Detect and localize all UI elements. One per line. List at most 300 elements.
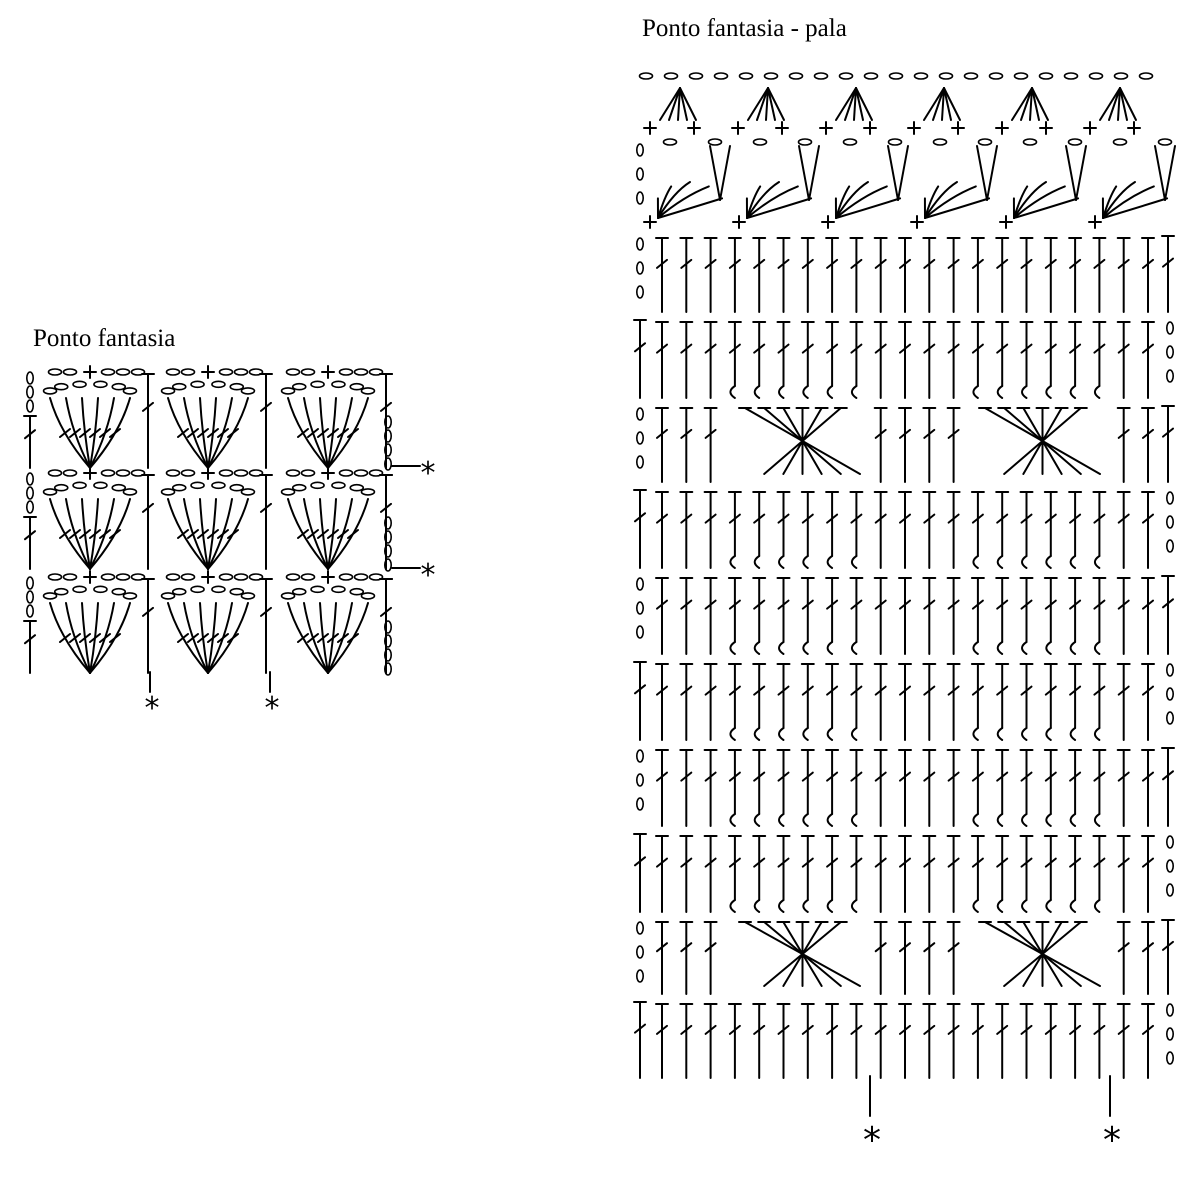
chain-stitch [915, 73, 928, 79]
stitch-tick [348, 530, 358, 538]
double-crochet [1142, 322, 1154, 398]
chain-stitch [102, 574, 115, 580]
chain-stitch [637, 946, 643, 958]
double-crochet [24, 621, 36, 673]
chain-stitch [1167, 540, 1173, 552]
double-crochet [24, 517, 36, 569]
double-crochet [875, 578, 887, 654]
post-stitch [729, 836, 741, 912]
double-crochet [656, 322, 668, 398]
fan-stitch [925, 198, 989, 218]
chain-stitch [799, 139, 812, 145]
post-stitch [850, 836, 862, 912]
chain-stitch [1167, 836, 1173, 848]
double-crochet [656, 664, 668, 740]
double-crochet [1162, 920, 1174, 994]
chain-stitch [690, 73, 703, 79]
chain-stitch [637, 922, 643, 934]
post-stitch [778, 322, 790, 398]
chain-stitch [27, 372, 33, 384]
double-crochet [260, 579, 272, 673]
double-crochet [1142, 664, 1154, 740]
chain-stitch [1167, 322, 1173, 334]
chain-stitch [889, 139, 902, 145]
post-stitch [802, 836, 814, 912]
double-crochet [753, 238, 765, 312]
double-crochet [634, 490, 646, 568]
chain-stitch [361, 388, 374, 394]
post-stitch [729, 578, 741, 654]
chain-stitch [355, 369, 368, 375]
double-crochet [753, 1004, 765, 1078]
post-stitch [1093, 664, 1105, 740]
post-stitch [826, 322, 838, 398]
chain-stitch [340, 574, 353, 580]
chain-stitch [123, 593, 136, 599]
double-crochet [656, 578, 668, 654]
stitch-tick [228, 429, 238, 437]
post-stitch [972, 750, 984, 826]
chain-stitch [332, 586, 345, 592]
chain-stitch [212, 586, 225, 592]
chain-stitch [191, 381, 204, 387]
chain-stitch [212, 482, 225, 488]
double-crochet [778, 238, 790, 312]
double-crochet [996, 1004, 1008, 1078]
fan-stitch [1032, 88, 1048, 120]
stitch-tick [110, 429, 120, 437]
stitch-tick [110, 530, 120, 538]
double-crochet [260, 374, 272, 468]
chain-stitch [220, 470, 233, 476]
chain-stitch [27, 400, 33, 412]
chain-stitch [361, 489, 374, 495]
double-crochet [705, 664, 717, 740]
chain-stitch [350, 589, 363, 595]
chain-stitch [282, 593, 295, 599]
double-crochet [923, 322, 935, 398]
post-stitch [1093, 322, 1105, 398]
post-stitch [1069, 492, 1081, 568]
chain-stitch [162, 388, 175, 394]
stitch-tick [178, 634, 188, 642]
double-crochet [1142, 578, 1154, 654]
double-crochet [142, 579, 154, 673]
fan-stitch [1103, 186, 1154, 218]
chain-stitch [167, 470, 180, 476]
double-crochet [656, 408, 668, 482]
chain-stitch [230, 384, 243, 390]
double-crochet [705, 492, 717, 568]
chain-stitch [1167, 860, 1173, 872]
double-crochet [1142, 922, 1154, 994]
chain-stitch [117, 369, 130, 375]
chain-stitch [49, 470, 62, 476]
chain-stitch [637, 456, 643, 468]
double-crochet [634, 662, 646, 740]
chain-stitch [1167, 664, 1173, 676]
chain-stitch [73, 381, 86, 387]
double-crochet [705, 578, 717, 654]
chain-stitch [235, 369, 248, 375]
post-stitch [729, 492, 741, 568]
double-crochet [1118, 492, 1130, 568]
post-stitch [1093, 578, 1105, 654]
chain-stitch [934, 139, 947, 145]
post-stitch [753, 836, 765, 912]
double-crochet [705, 922, 717, 994]
post-stitch [1069, 322, 1081, 398]
v-stitch [1155, 146, 1165, 200]
double-crochet [656, 922, 668, 994]
v-stitch [809, 146, 819, 200]
chain-stitch [332, 482, 345, 488]
double-crochet [1021, 1004, 1033, 1078]
chain-stitch [1167, 516, 1173, 528]
chain-stitch [73, 482, 86, 488]
double-crochet [899, 750, 911, 826]
post-stitch [826, 664, 838, 740]
double-crochet [705, 836, 717, 912]
double-crochet [1142, 492, 1154, 568]
double-crochet [972, 238, 984, 312]
chain-stitch [117, 470, 130, 476]
post-stitch [1021, 322, 1033, 398]
asterisk-marker: * [863, 1120, 881, 1161]
v-stitch [898, 146, 908, 200]
post-stitch [778, 836, 790, 912]
chain-stitch [844, 139, 857, 145]
chain-stitch [27, 473, 33, 485]
chain-stitch [637, 578, 643, 590]
stitch-tick [298, 429, 308, 437]
chain-stitch [173, 589, 186, 595]
chain-stitch [1167, 1028, 1173, 1040]
double-crochet [634, 1002, 646, 1078]
post-stitch [1045, 578, 1057, 654]
v-stitch [977, 146, 987, 200]
double-crochet [680, 492, 692, 568]
fan-stitch [658, 186, 709, 218]
chain-stitch [182, 470, 195, 476]
chain-stitch [709, 139, 722, 145]
asterisk-marker: * [264, 691, 280, 726]
single-crochet [84, 366, 96, 378]
double-crochet [923, 836, 935, 912]
v-stitch [710, 146, 720, 200]
post-stitch [778, 492, 790, 568]
chain-stitch [865, 73, 878, 79]
chain-stitch [637, 774, 643, 786]
double-crochet [656, 1004, 668, 1078]
double-crochet [705, 322, 717, 398]
double-crochet [680, 664, 692, 740]
post-stitch [1069, 836, 1081, 912]
chain-stitch [637, 192, 643, 204]
double-crochet [1118, 1004, 1130, 1078]
chain-stitch [637, 970, 643, 982]
post-stitch [996, 836, 1008, 912]
chain-stitch [64, 369, 77, 375]
stitch-tick [110, 634, 120, 642]
double-crochet [1093, 1004, 1105, 1078]
chain-stitch [350, 384, 363, 390]
chain-stitch [162, 489, 175, 495]
post-stitch [802, 664, 814, 740]
double-crochet [24, 416, 36, 468]
double-crochet [972, 1004, 984, 1078]
chain-stitch [637, 238, 643, 250]
post-stitch [850, 664, 862, 740]
post-stitch [996, 750, 1008, 826]
chain-stitch [754, 139, 767, 145]
chain-stitch [740, 73, 753, 79]
asterisk-marker: * [144, 691, 160, 726]
chain-stitch [230, 589, 243, 595]
post-stitch [778, 664, 790, 740]
post-stitch [996, 322, 1008, 398]
double-crochet [705, 1004, 717, 1078]
chain-stitch [191, 586, 204, 592]
chain-stitch [44, 388, 57, 394]
chain-stitch [235, 574, 248, 580]
double-crochet [875, 836, 887, 912]
chain-stitch [340, 470, 353, 476]
chain-stitch [340, 369, 353, 375]
chain-stitch [311, 482, 324, 488]
chain-stitch [282, 489, 295, 495]
chain-stitch [27, 605, 33, 617]
post-stitch [1021, 836, 1033, 912]
chain-stitch [191, 482, 204, 488]
post-stitch [1069, 664, 1081, 740]
chain-stitch [27, 501, 33, 513]
chain-stitch [27, 577, 33, 589]
chain-stitch [1167, 346, 1173, 358]
double-crochet [875, 664, 887, 740]
post-stitch [972, 492, 984, 568]
post-stitch [753, 322, 765, 398]
stitch-tick [178, 530, 188, 538]
double-crochet [1118, 750, 1130, 826]
single-crochet [732, 122, 744, 134]
double-crochet [802, 1004, 814, 1078]
stitch-tick [60, 429, 70, 437]
double-crochet [680, 836, 692, 912]
chain-stitch [1167, 492, 1173, 504]
double-crochet [923, 664, 935, 740]
double-crochet [826, 238, 838, 312]
chain-stitch [940, 73, 953, 79]
double-crochet [802, 238, 814, 312]
double-crochet [1162, 406, 1174, 482]
chain-stitch [640, 73, 653, 79]
single-crochet [202, 571, 214, 583]
fan-stitch [1014, 198, 1078, 218]
double-crochet [875, 1004, 887, 1078]
stitch-chart-ponto-fantasia [24, 366, 436, 726]
double-crochet [899, 238, 911, 312]
chain-stitch [241, 489, 254, 495]
chain-stitch [1114, 139, 1127, 145]
double-crochet [1118, 238, 1130, 312]
double-crochet [680, 408, 692, 482]
double-crochet [875, 750, 887, 826]
double-crochet [656, 836, 668, 912]
chain-stitch [182, 369, 195, 375]
post-stitch [753, 664, 765, 740]
single-crochet [733, 216, 745, 228]
single-crochet [1000, 216, 1012, 228]
double-crochet [899, 322, 911, 398]
post-stitch [826, 578, 838, 654]
chain-stitch [1090, 73, 1103, 79]
post-stitch [996, 578, 1008, 654]
double-crochet [705, 750, 717, 826]
double-crochet [923, 578, 935, 654]
chain-stitch [73, 586, 86, 592]
double-crochet [948, 836, 960, 912]
double-crochet [948, 1004, 960, 1078]
chain-stitch [637, 432, 643, 444]
double-crochet [680, 238, 692, 312]
double-crochet [875, 408, 887, 482]
chain-stitch [44, 489, 57, 495]
fan-stitch [747, 186, 798, 218]
double-crochet [899, 836, 911, 912]
single-crochet [820, 122, 832, 134]
post-stitch [972, 578, 984, 654]
double-crochet [850, 1004, 862, 1078]
chain-stitch [287, 470, 300, 476]
double-crochet [1142, 836, 1154, 912]
chain-stitch [112, 485, 125, 491]
chain-stitch [167, 369, 180, 375]
stitch-tick [60, 634, 70, 642]
chain-stitch [1167, 1052, 1173, 1064]
double-crochet [1069, 238, 1081, 312]
stitch-tick [228, 530, 238, 538]
chain-stitch [230, 485, 243, 491]
double-crochet [1162, 576, 1174, 654]
post-stitch [1045, 750, 1057, 826]
post-stitch [753, 750, 765, 826]
double-crochet [1142, 408, 1154, 482]
chain-stitch [94, 586, 107, 592]
post-stitch [826, 836, 838, 912]
chain-stitch [790, 73, 803, 79]
chain-stitch [44, 593, 57, 599]
double-crochet [1142, 238, 1154, 312]
chain-stitch [241, 388, 254, 394]
chain-stitch [112, 589, 125, 595]
double-crochet [948, 664, 960, 740]
double-crochet [899, 1004, 911, 1078]
chain-stitch [1167, 712, 1173, 724]
chart-title-ponto-fantasia-pala: Ponto fantasia - pala [642, 15, 847, 42]
double-crochet [1142, 1004, 1154, 1078]
double-crochet [875, 492, 887, 568]
double-crochet [826, 1004, 838, 1078]
fan-stitch [925, 186, 976, 218]
single-crochet [822, 216, 834, 228]
single-crochet [84, 571, 96, 583]
chain-stitch [979, 139, 992, 145]
single-crochet [688, 122, 700, 134]
fan-stitch [1103, 198, 1167, 218]
post-stitch [729, 750, 741, 826]
chart-title-ponto-fantasia: Ponto fantasia [33, 325, 176, 352]
single-crochet [1040, 122, 1052, 134]
single-crochet [322, 467, 334, 479]
fan-stitch [944, 88, 960, 120]
chain-stitch [94, 381, 107, 387]
post-stitch [850, 492, 862, 568]
post-stitch [802, 322, 814, 398]
chain-stitch [1167, 884, 1173, 896]
double-crochet [923, 750, 935, 826]
post-stitch [972, 664, 984, 740]
chain-stitch [220, 574, 233, 580]
stitch-chart-ponto-fantasia-pala [634, 73, 1175, 1161]
chain-stitch [1024, 139, 1037, 145]
double-crochet [729, 238, 741, 312]
post-stitch [972, 322, 984, 398]
asterisk-marker: * [1103, 1120, 1121, 1161]
chain-stitch [287, 574, 300, 580]
chain-stitch [212, 381, 225, 387]
double-crochet [1118, 578, 1130, 654]
double-crochet [923, 922, 935, 994]
chain-stitch [102, 470, 115, 476]
chain-stitch [49, 574, 62, 580]
asterisk-marker: * [420, 456, 436, 491]
post-stitch [1093, 836, 1105, 912]
double-crochet [923, 1004, 935, 1078]
single-crochet [776, 122, 788, 134]
fan-stitch [856, 88, 872, 120]
double-crochet [899, 408, 911, 482]
chain-stitch [637, 798, 643, 810]
post-stitch [1093, 750, 1105, 826]
chain-stitch [1115, 73, 1128, 79]
chain-stitch [637, 408, 643, 420]
double-crochet [142, 475, 154, 569]
chain-stitch [27, 386, 33, 398]
chain-stitch [302, 574, 315, 580]
double-crochet [1162, 236, 1174, 312]
post-stitch [826, 750, 838, 826]
chain-stitch [1159, 139, 1172, 145]
double-crochet [1069, 1004, 1081, 1078]
double-crochet [948, 408, 960, 482]
asterisk-marker: * [420, 558, 436, 593]
chain-stitch [815, 73, 828, 79]
single-crochet [864, 122, 876, 134]
double-crochet [656, 238, 668, 312]
chain-stitch [637, 262, 643, 274]
chain-stitch [637, 168, 643, 180]
chain-stitch [64, 574, 77, 580]
double-crochet [996, 238, 1008, 312]
double-crochet [680, 922, 692, 994]
post-stitch [1045, 664, 1057, 740]
double-crochet [875, 922, 887, 994]
stitch-tick [348, 429, 358, 437]
single-crochet [322, 366, 334, 378]
double-crochet [923, 408, 935, 482]
fan-stitch [768, 88, 784, 120]
